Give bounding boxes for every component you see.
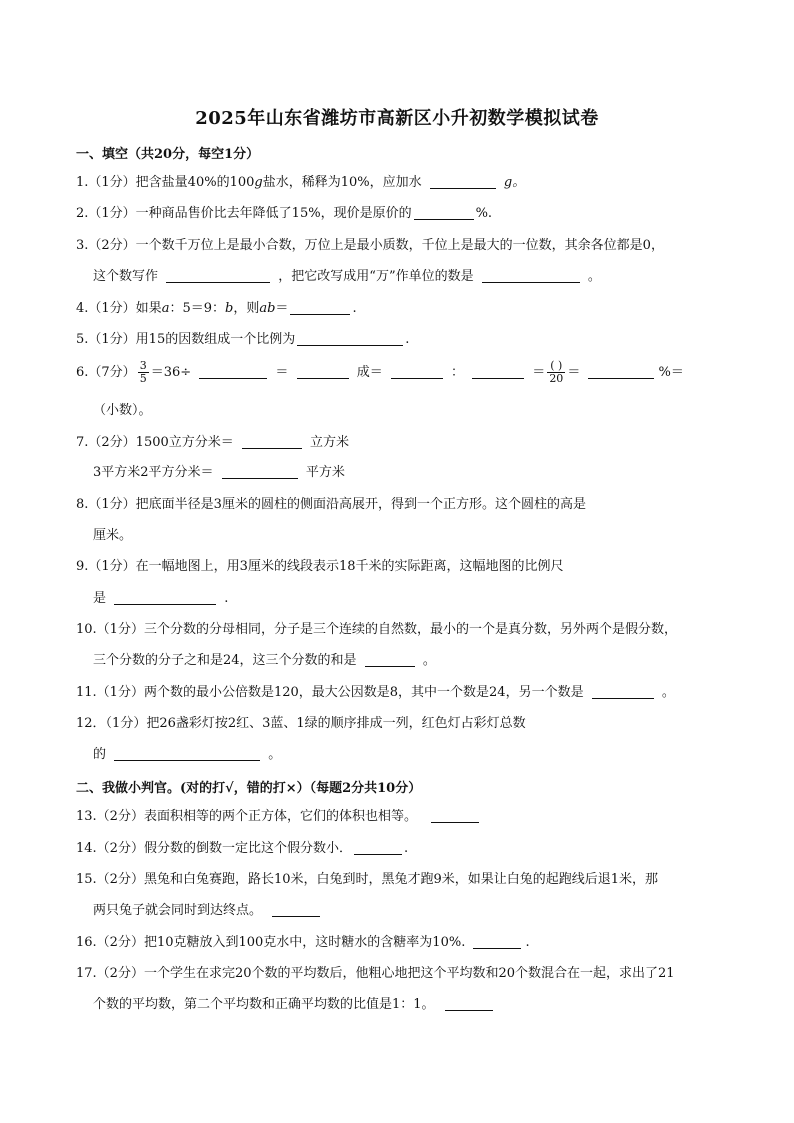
answer-blank[interactable] — [272, 902, 320, 917]
answer-blank[interactable] — [114, 746, 260, 761]
answer-blank[interactable] — [354, 840, 402, 855]
answer-blank[interactable] — [588, 364, 654, 379]
question-10-line-1: 10.（1分）三个分数的分母相同，分子是三个连续的自然数，最小的一个是真分数，另外两个是假分数， — [76, 622, 677, 637]
page-title: 2025年山东省潍坊市高新区小升初数学模拟试卷 — [195, 108, 599, 129]
section-heading-true-false: 二、我做小判官。(对的打√，错的打×）（每题2分共10分） — [76, 781, 422, 796]
question-15-line-1: 15.（2分）黑兔和白兔赛跑，路长10米，白兔到时，黑兔才跑9米，如果让白兔的起跑线后退1米，那 — [76, 872, 659, 887]
answer-blank[interactable] — [114, 590, 216, 605]
question-12-line-2: 的 。 — [93, 747, 282, 762]
answer-blank[interactable] — [445, 996, 493, 1011]
fraction-blank-over-twenty: $\frac{( )}{20}$ — [549, 359, 564, 385]
answer-blank[interactable] — [365, 652, 415, 667]
question-6-line-2: （小数）。 — [93, 403, 152, 418]
answer-blank[interactable] — [290, 300, 350, 315]
question-15-line-2: 两只兔子就会同时到达终点。 — [93, 902, 324, 920]
answer-blank[interactable] — [166, 268, 270, 283]
answer-blank[interactable] — [482, 268, 580, 283]
question-9-line-1: 9.（1分）在一幅地图上，用3厘米的线段表示18千米的实际距离，这幅地图的比例尺 — [76, 559, 564, 574]
question-4: 4.（1分）如果a：5＝9：b，则ab＝ . — [76, 301, 357, 316]
question-7-line-2: 3平方米2平方分米＝ 平方米 — [93, 465, 345, 480]
answer-blank[interactable] — [472, 364, 524, 379]
question-14: 14.（2分）假分数的倒数一定比这个假分数小． . — [76, 841, 409, 856]
fraction-three-fifths: $\frac{3}{5}$ — [139, 359, 147, 385]
question-2: 2.（1分）一种商品售价比去年降低了15%，现价是原价的 %. — [76, 206, 493, 221]
answer-blank[interactable] — [242, 434, 302, 449]
question-3-line-1: 3.（2分）一个数千万位上是最小合数，万位上是最小质数，千位上是最大的一位数，其余各位都是0， — [76, 238, 664, 253]
answer-blank[interactable] — [222, 464, 298, 479]
answer-blank[interactable] — [391, 364, 443, 379]
question-10-line-2: 三个分数的分子之和是24，这三个分数的和是 。 — [93, 653, 436, 668]
answer-blank[interactable] — [592, 684, 654, 699]
answer-blank[interactable] — [473, 934, 521, 949]
question-11: 11.（1分）两个数的最小公倍数是120，最大公因数是8，其中一个数是24，另一个数是 。 — [76, 685, 675, 700]
section-heading-fill-blank: 一、填空（共20分，每空1分） — [76, 147, 260, 162]
question-3-line-2: 这个数写作 ，把它改写成用“万”作单位的数是 。 — [93, 269, 601, 284]
question-1: 1.（1分）把含盐量40%的100g盐水，稀释为10%，应加水 g。 — [76, 175, 526, 190]
answer-blank[interactable] — [199, 364, 267, 379]
question-7-line-1: 7.（2分）1500立方分米＝ 立方米 — [76, 435, 350, 450]
question-17-line-1: 17.（2分）一个学生在求完20个数的平均数后，他粗心地把这个平均数和20个数混合在一起，求出了21 — [76, 966, 675, 981]
question-6: 6.（7分） $\frac{3}{5}$ ＝36÷ ＝ 成＝ ： ＝ $\frac{( )}{20}$ ＝ %＝ — [76, 359, 684, 385]
answer-blank[interactable] — [430, 174, 496, 189]
answer-blank[interactable] — [431, 808, 479, 823]
question-13: 13.（2分）表面积相等的两个正方体，它们的体积也相等。 — [76, 808, 483, 826]
answer-blank[interactable] — [297, 331, 403, 346]
question-12-line-1: 12．（1分）把26盏彩灯按2红、3蓝、1绿的顺序排成一列，红色灯占彩灯总数 — [76, 716, 526, 731]
question-16: 16.（2分）把10克糖放入到100克水中，这时糖水的含糖率为10%. . — [76, 935, 530, 950]
question-8-line-2: 厘米。 — [93, 528, 133, 543]
answer-blank[interactable] — [414, 205, 474, 220]
question-8-line-1: 8.（1分）把底面半径是3厘米的圆柱的侧面沿高展开，得到一个正方形。这个圆柱的高是 — [76, 497, 586, 512]
question-9-line-2: 是 . — [93, 591, 229, 606]
question-5: 5.（1分）用15的因数组成一个比例为 . — [76, 332, 410, 347]
answer-blank[interactable] — [297, 364, 349, 379]
question-17-line-2: 个数的平均数，第二个平均数和正确平均数的比值是1：1。 — [93, 996, 497, 1014]
